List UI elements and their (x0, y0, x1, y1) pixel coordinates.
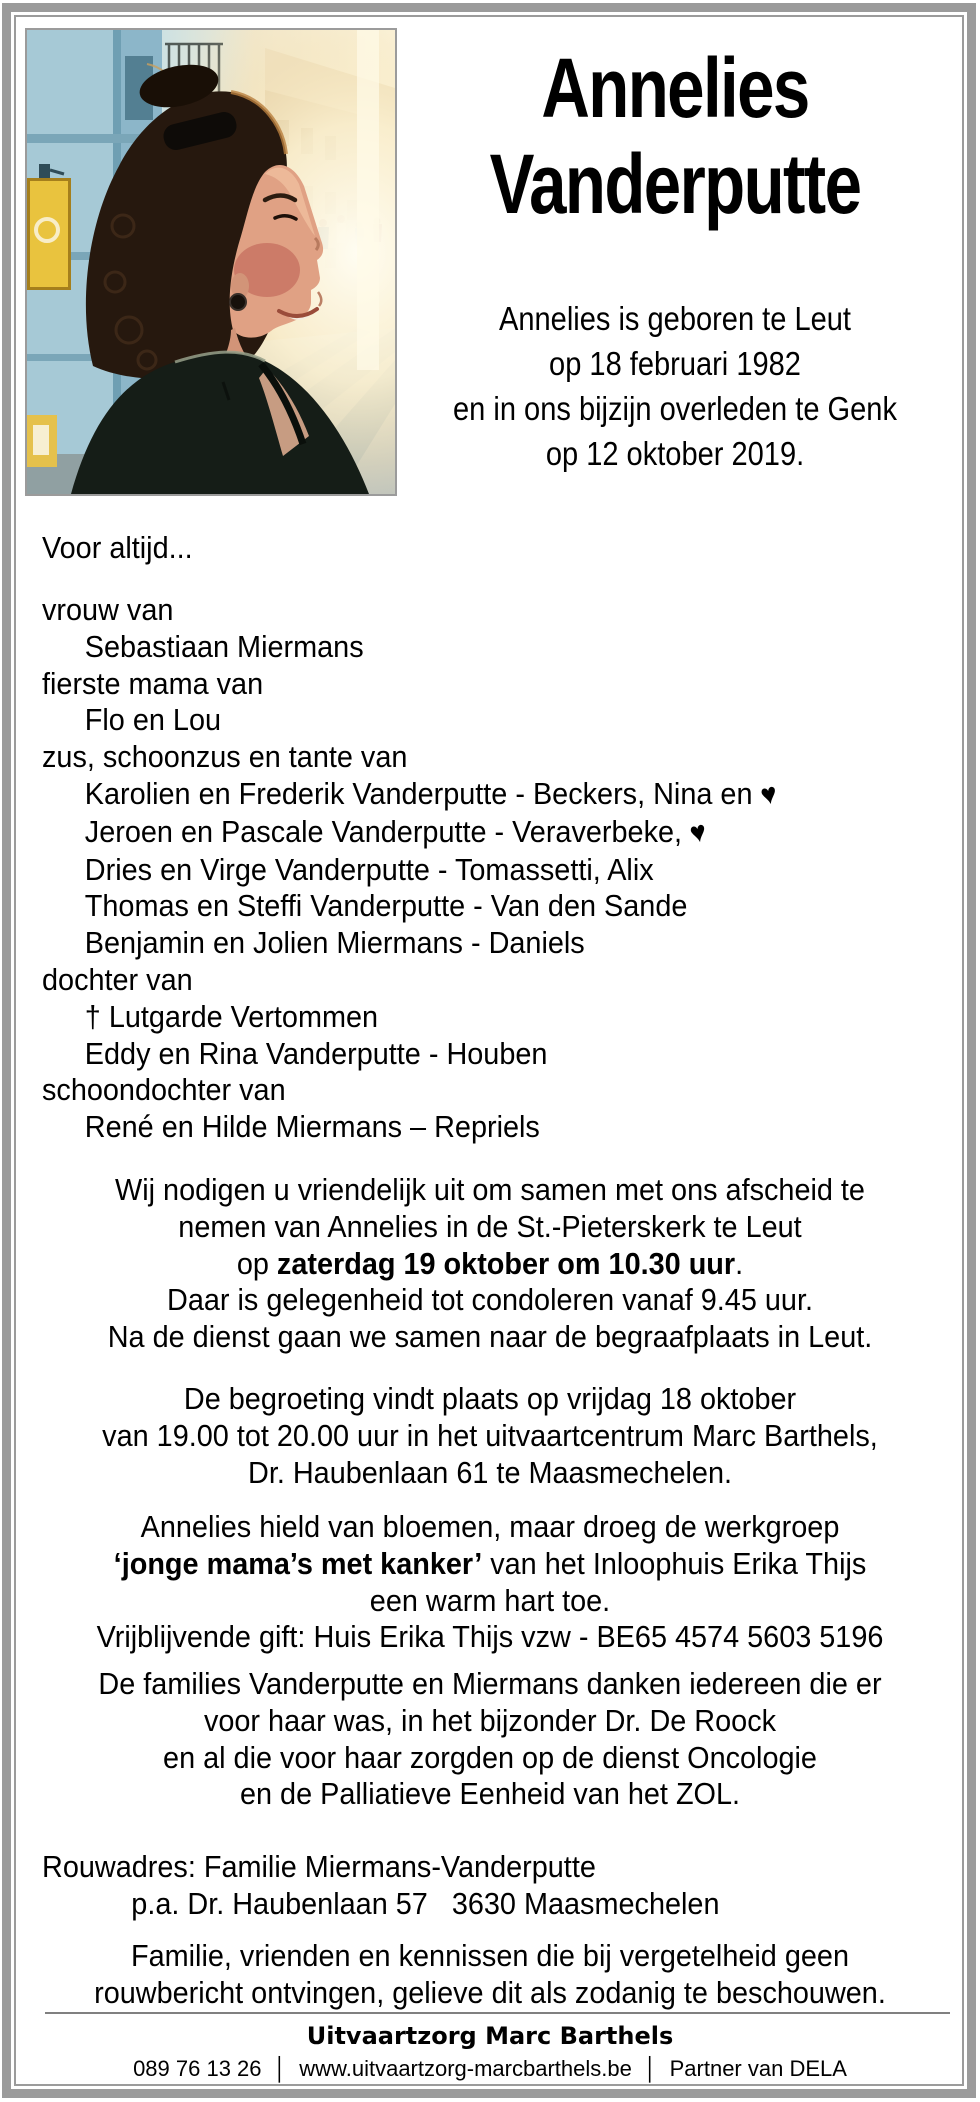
family-member-text: Karolien en Frederik Vanderputte - Beckers, Nina en (84, 775, 753, 811)
heart-icon: ♥ (686, 814, 710, 851)
ceremony-invitation (49, 1172, 931, 1356)
intro-text: Voor altijd... (42, 530, 193, 565)
donation-line: Vrijblijvende gift: Huis Erika Thijs vzw - BE65 4574 5603 5196 (96, 1619, 884, 1655)
family-member: Thomas en Steffi Vanderputte - Van den Sande (84, 888, 688, 924)
photo-sunbeam (357, 30, 379, 370)
portrait-photo-art (27, 30, 395, 494)
visitation-line: Dr. Haubenlaan 61 te Maasmechelen. (247, 1454, 733, 1490)
website: www.uitvaartzorg-marcbarthels.be (299, 2056, 632, 2081)
separator-bar: │ (643, 2056, 658, 2081)
invitation-line: Na de dienst gaan we samen naar de begraafplaats in Leut. (107, 1319, 873, 1355)
visitation-info (49, 1381, 931, 1491)
heart-icon: ♥ (757, 776, 780, 813)
family-member (42, 776, 916, 814)
deceased-last-name: Vanderputte (489, 137, 861, 231)
visitation-line: van 19.00 tot 20.00 uur in het uitvaartcentrum Marc Barthels, (102, 1417, 878, 1453)
invitation-line (49, 1246, 931, 1283)
invitation-line: nemen van Annelies in de St.-Pieterskerk te Leut (178, 1208, 802, 1244)
relation-label: zus, schoonzus en tante van (42, 739, 408, 775)
life-dates-line: en in ons bijzijn overleden te Genk (453, 390, 897, 427)
footer-divider (45, 2012, 950, 2014)
deceased-name (449, 40, 902, 232)
invitation-line: Wij nodigen u vriendelijk uit om samen met ons afscheid te (115, 1172, 865, 1207)
deceased-first-name: Annelies (541, 41, 809, 135)
thanks-line: voor haar was, in het bijzonder Dr. De Roock (203, 1702, 777, 1738)
family-member: Sebastiaan Miermans (84, 628, 364, 664)
family-member: René en Hilde Miermans – Repriels (84, 1109, 540, 1145)
ceremony-datetime: zaterdag 19 oktober om 10.30 uur (276, 1245, 736, 1281)
relation-label: fierste mama van (42, 665, 264, 701)
life-dates (426, 296, 924, 476)
notice-line: rouwbericht ontvingen, gelieve dit als zodanig te beschouwen. (94, 1974, 886, 2010)
flowers-line (49, 1546, 931, 1583)
invitation-line: Daar is gelegenheid tot condoleren vanaf 9.45 uur. (167, 1282, 813, 1318)
flowers-line: Annelies hield van bloemen, maar droeg de werkgroep (140, 1509, 840, 1544)
forgotten-notice (49, 1938, 931, 2012)
notice-line: Familie, vrienden en kennissen die bij vergetelheid geen (130, 1938, 849, 1973)
life-dates-line: Annelies is geboren te Leut (499, 300, 851, 337)
relation-label: dochter van (42, 961, 193, 997)
thanks-line: De families Vanderputte en Miermans danken iedereen die er (98, 1666, 882, 1701)
relation-label: vrouw van (42, 592, 174, 627)
separator-bar: │ (273, 2056, 288, 2081)
family-list (42, 592, 916, 1146)
life-dates-line: op 18 februari 1982 (549, 345, 801, 382)
visitation-line: De begroeting vindt plaats op vrijdag 18 oktober (183, 1381, 797, 1416)
flowers-donation (49, 1509, 931, 1656)
flowers-line-rest: van het Inloophuis Erika Thijs (482, 1545, 867, 1581)
relation-label: schoondochter van (42, 1072, 286, 1108)
portrait-photo (25, 28, 397, 496)
phone-number: 089 76 13 26 (133, 2056, 262, 2081)
family-member: † Lutgarde Vertommen (84, 998, 379, 1034)
family-member (42, 814, 916, 852)
family-member: Benjamin en Jolien Miermans - Daniels (84, 925, 585, 961)
partner-text: Partner van DELA (669, 2056, 847, 2081)
flowers-line: een warm hart toe. (369, 1582, 611, 1618)
mourning-address (42, 1849, 719, 1923)
mourning-address-line: Rouwadres: Familie Miermans-Vanderputte (42, 1849, 596, 1884)
invitation-line-suffix: . (735, 1245, 744, 1281)
workgroup-name: ‘jonge mama’s met kanker’ (113, 1545, 483, 1581)
funeral-home-name: Uitvaartzorg Marc Barthels (306, 2022, 674, 2050)
thanks-text (49, 1666, 931, 1813)
family-member: Flo en Lou (84, 702, 222, 738)
mourning-address-line: p.a. Dr. Haubenlaan 57 3630 Maasmechelen (131, 1885, 720, 1921)
family-member: Eddy en Rina Vanderputte - Houben (84, 1035, 548, 1071)
funeral-home-contact (16, 2056, 964, 2082)
invitation-line-prefix: op (236, 1245, 277, 1281)
family-member: Dries en Virge Vanderputte - Tomassetti, Alix (84, 851, 654, 887)
life-dates-line: op 12 oktober 2019. (545, 435, 805, 472)
thanks-line: en de Palliatieve Eenheid van het ZOL. (239, 1776, 741, 1812)
family-member-text: Jeroen en Pascale Vanderputte - Veraverbeke, (84, 813, 683, 849)
thanks-line: en al die voor haar zorgden op de dienst Oncologie (163, 1739, 817, 1775)
